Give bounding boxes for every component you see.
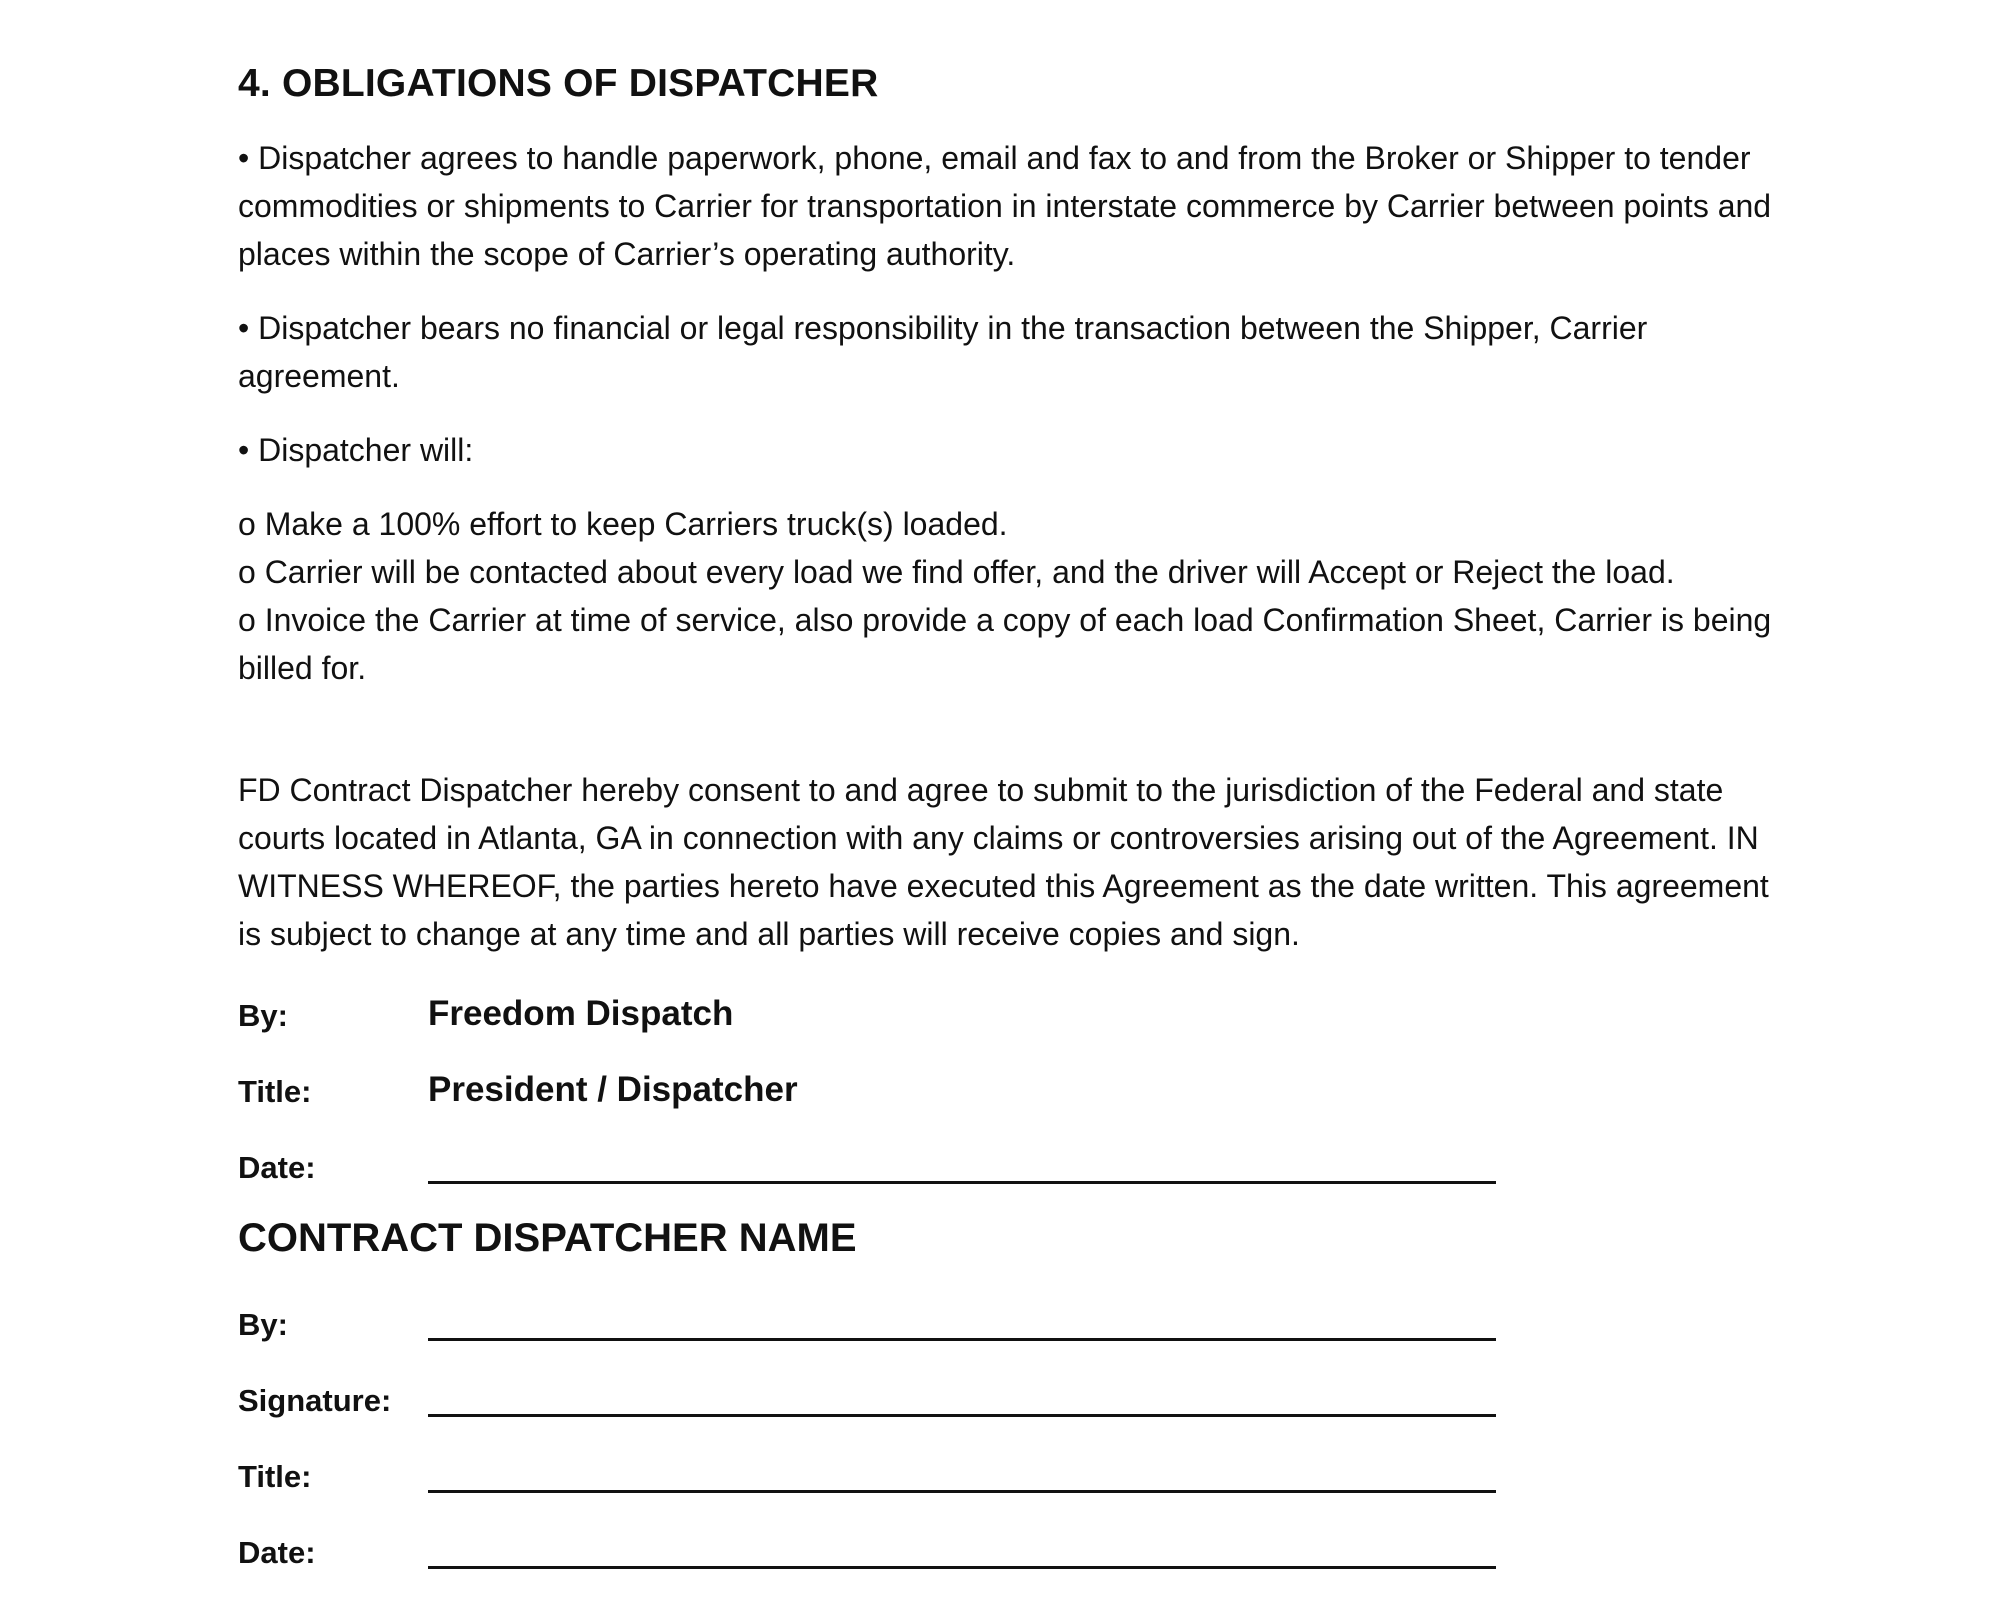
sub-item-1: o Make a 100% effort to keep Carriers truck(s) loaded. — [238, 506, 1008, 542]
date-signature-line[interactable] — [428, 1181, 1496, 1184]
dispatcher-title-row — [238, 1062, 1798, 1110]
dispatcher-by-row — [238, 986, 1798, 1034]
date-label: Date: — [238, 1150, 316, 1185]
dispatcher-signature-block — [238, 986, 1798, 1186]
sub-item-list — [238, 500, 1798, 692]
sub-item-3: o Invoice the Carrier at time of service, also provide a copy of each load Confirmation Sheet, Carrier is being billed for. — [238, 602, 1772, 686]
title-signature-line[interactable] — [428, 1490, 1496, 1493]
contract-by-row — [238, 1295, 1798, 1343]
closing-paragraph: FD Contract Dispatcher hereby consent to and agree to submit to the jurisdiction of the Federal and state courts located in Atlanta, GA in connection with any claims or controversies arising out of the Agreement. IN WITNESS WHEREOF, the parties hereto have executed this Agreement as the date written. This agreement is subject to change at any time and all parties will receive copies and sign. — [238, 772, 1769, 952]
sub-item-2: o Carrier will be contacted about every load we find offer, and the driver will Accept or Reject the load. — [238, 554, 1675, 590]
title-label: Title: — [238, 1074, 312, 1109]
dispatcher-title-value: President / Dispatcher — [428, 1070, 798, 1109]
by-label: By: — [238, 998, 288, 1033]
document-page — [238, 62, 1798, 1599]
contract-dispatcher-heading: CONTRACT DISPATCHER NAME — [238, 1216, 857, 1260]
title-label: Title: — [238, 1459, 312, 1494]
signature-line[interactable] — [428, 1414, 1496, 1417]
bullet-paragraph-1: • Dispatcher agrees to handle paperwork, phone, email and fax to and from the Broker or Shipper to tender commodities or shipments to Carrier for transportation in interstate commerce by Carrier between points and places within the scope of Carrier’s operating authority. — [238, 140, 1772, 272]
by-label: By: — [238, 1307, 288, 1342]
dispatcher-company-name: Freedom Dispatch — [428, 994, 734, 1033]
signature-label: Signature: — [238, 1383, 392, 1418]
section-heading: 4. OBLIGATIONS OF DISPATCHER — [238, 62, 879, 105]
bullet-paragraph-3: • Dispatcher will: — [238, 432, 474, 468]
contract-dispatcher-signature-block — [238, 1295, 1798, 1571]
by-signature-line[interactable] — [428, 1338, 1496, 1341]
contract-date-row — [238, 1523, 1798, 1571]
contract-title-row — [238, 1447, 1798, 1495]
date-signature-line[interactable] — [428, 1566, 1496, 1569]
date-label: Date: — [238, 1535, 316, 1570]
dispatcher-date-row — [238, 1138, 1798, 1186]
bullet-paragraph-2: • Dispatcher bears no financial or legal responsibility in the transaction between the Shipper, Carrier agreement. — [238, 310, 1648, 394]
contract-signature-row — [238, 1371, 1798, 1419]
